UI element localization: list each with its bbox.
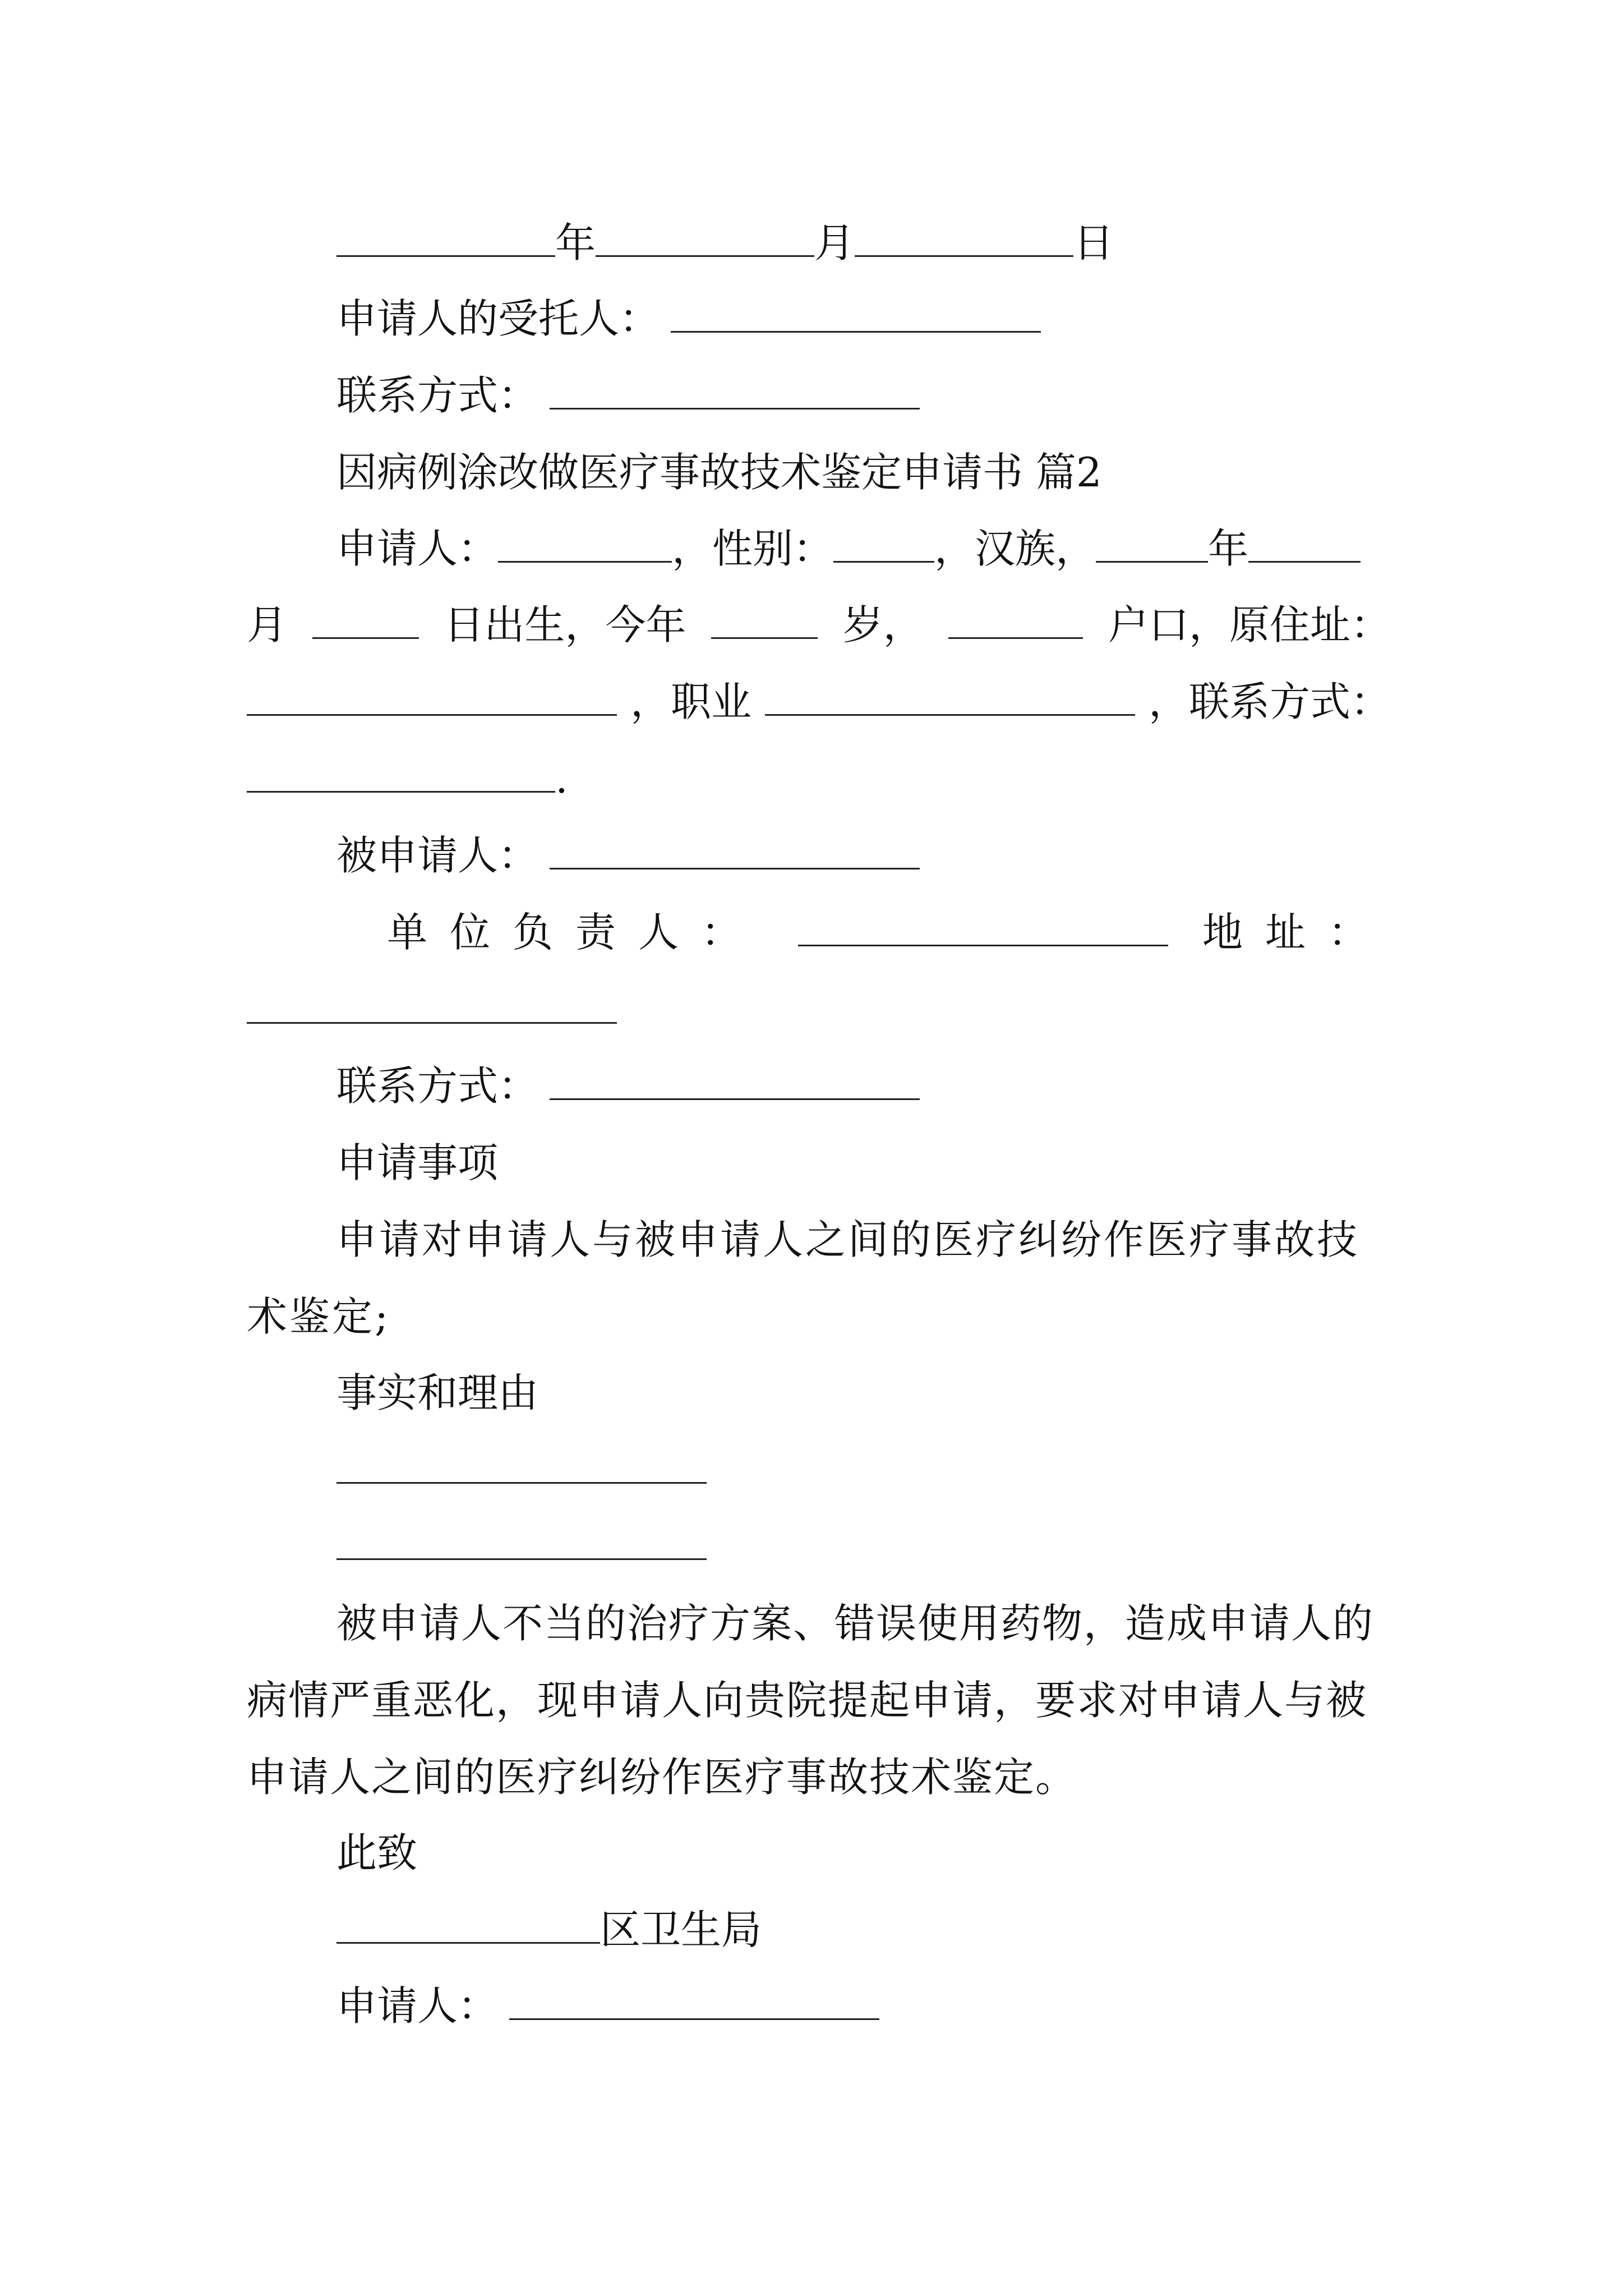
facts-blank-2	[336, 1524, 707, 1560]
agent-contact-blank	[550, 373, 920, 409]
unit-head-line	[387, 904, 1391, 960]
age-blank	[711, 602, 818, 639]
birth-day-blank	[312, 602, 419, 639]
contact-label: ，联系方式：	[1148, 678, 1391, 725]
agent-contact-label: 联系方式：	[336, 372, 539, 419]
agent-blank	[671, 296, 1041, 333]
unit-head-blank	[798, 910, 1168, 946]
facts-blank-line-2	[336, 1518, 1623, 1574]
respondent-blank	[550, 833, 920, 869]
address-blank	[247, 679, 617, 716]
month-label: 月	[814, 219, 855, 266]
age-label: 岁，	[842, 601, 924, 648]
year-label: 年	[555, 219, 596, 266]
agent-label: 申请人的受托人：	[336, 295, 660, 342]
day-label: 日	[1073, 219, 1114, 266]
facts-heading-text: 事实和理由	[336, 1369, 539, 1416]
year-blank	[336, 220, 555, 257]
request-heading	[336, 1135, 1623, 1191]
unit-address-value-line	[247, 982, 1623, 1038]
occupation-line	[247, 674, 1391, 730]
date-line	[336, 215, 1623, 271]
birth-month-label: 月	[247, 601, 288, 648]
unit-address-blank	[247, 987, 617, 1024]
month-blank	[596, 220, 814, 257]
respondent-contact-label: 联系方式：	[336, 1062, 539, 1110]
unit-head-label: 单位负责人：	[387, 909, 764, 956]
respondent-label: 被申请人：	[336, 832, 539, 879]
respondent-line	[336, 827, 1623, 884]
agent-line	[336, 291, 1623, 347]
applicant-name-blank	[498, 526, 672, 563]
ethnicity-label: ，汉族，	[934, 525, 1096, 572]
contact-blank	[247, 756, 555, 793]
section-title-text: 因病例涂改做医疗事故技术鉴定申请书 篇2	[336, 449, 1102, 496]
facts-blank-line-1	[336, 1442, 1623, 1498]
salutation-line	[336, 1825, 1623, 1881]
facts-heading	[336, 1365, 1623, 1421]
respondent-contact-line	[336, 1058, 1623, 1114]
unit-address-label: 地址：	[1202, 909, 1391, 956]
birth-year-label: 年	[1208, 525, 1249, 572]
gender-blank	[833, 526, 934, 563]
birth-line	[247, 597, 1391, 653]
request-paragraph: 申请对申请人与被申请人之间的医疗纠纷作医疗事故技术鉴定;	[247, 1216, 1360, 1340]
day-blank	[855, 220, 1073, 257]
request-heading-text: 申请事项	[336, 1139, 499, 1186]
birth-label: 日出生，今年	[444, 601, 686, 648]
applicant-label: 申请人：	[336, 525, 499, 572]
signature-label: 申请人：	[336, 1982, 499, 2030]
section-title	[336, 444, 1623, 500]
recipient-blank	[336, 1907, 600, 1944]
hukou-blank	[948, 602, 1083, 639]
address-label: 户口，原住址：	[1108, 601, 1391, 648]
contact-value-line	[247, 751, 1623, 807]
signature-blank	[509, 1984, 879, 2020]
facts-paragraph: 被申请人不当的治疗方案、错误使用药物，造成申请人的病情严重恶化，现申请人向贵院提起申请，要求对申请人与被申请人之间的医疗纠纷作医疗事故技术鉴定。	[247, 1600, 1375, 1801]
salutation-text: 此致	[336, 1829, 418, 1876]
occupation-label: ，职业	[630, 678, 751, 725]
respondent-contact-blank	[550, 1064, 920, 1100]
occupation-blank	[765, 679, 1135, 716]
signature-line	[336, 1978, 1623, 2034]
recipient-line	[336, 1902, 1623, 1958]
birth-year-blank	[1096, 526, 1208, 563]
birth-month-blank	[1248, 526, 1361, 563]
period: .	[555, 755, 568, 802]
recipient-label: 区卫生局	[600, 1906, 762, 1953]
facts-blank-1	[336, 1447, 707, 1484]
gender-label: ，性别：	[672, 525, 834, 572]
applicant-line	[336, 521, 1623, 577]
agent-contact-line	[336, 367, 1623, 424]
